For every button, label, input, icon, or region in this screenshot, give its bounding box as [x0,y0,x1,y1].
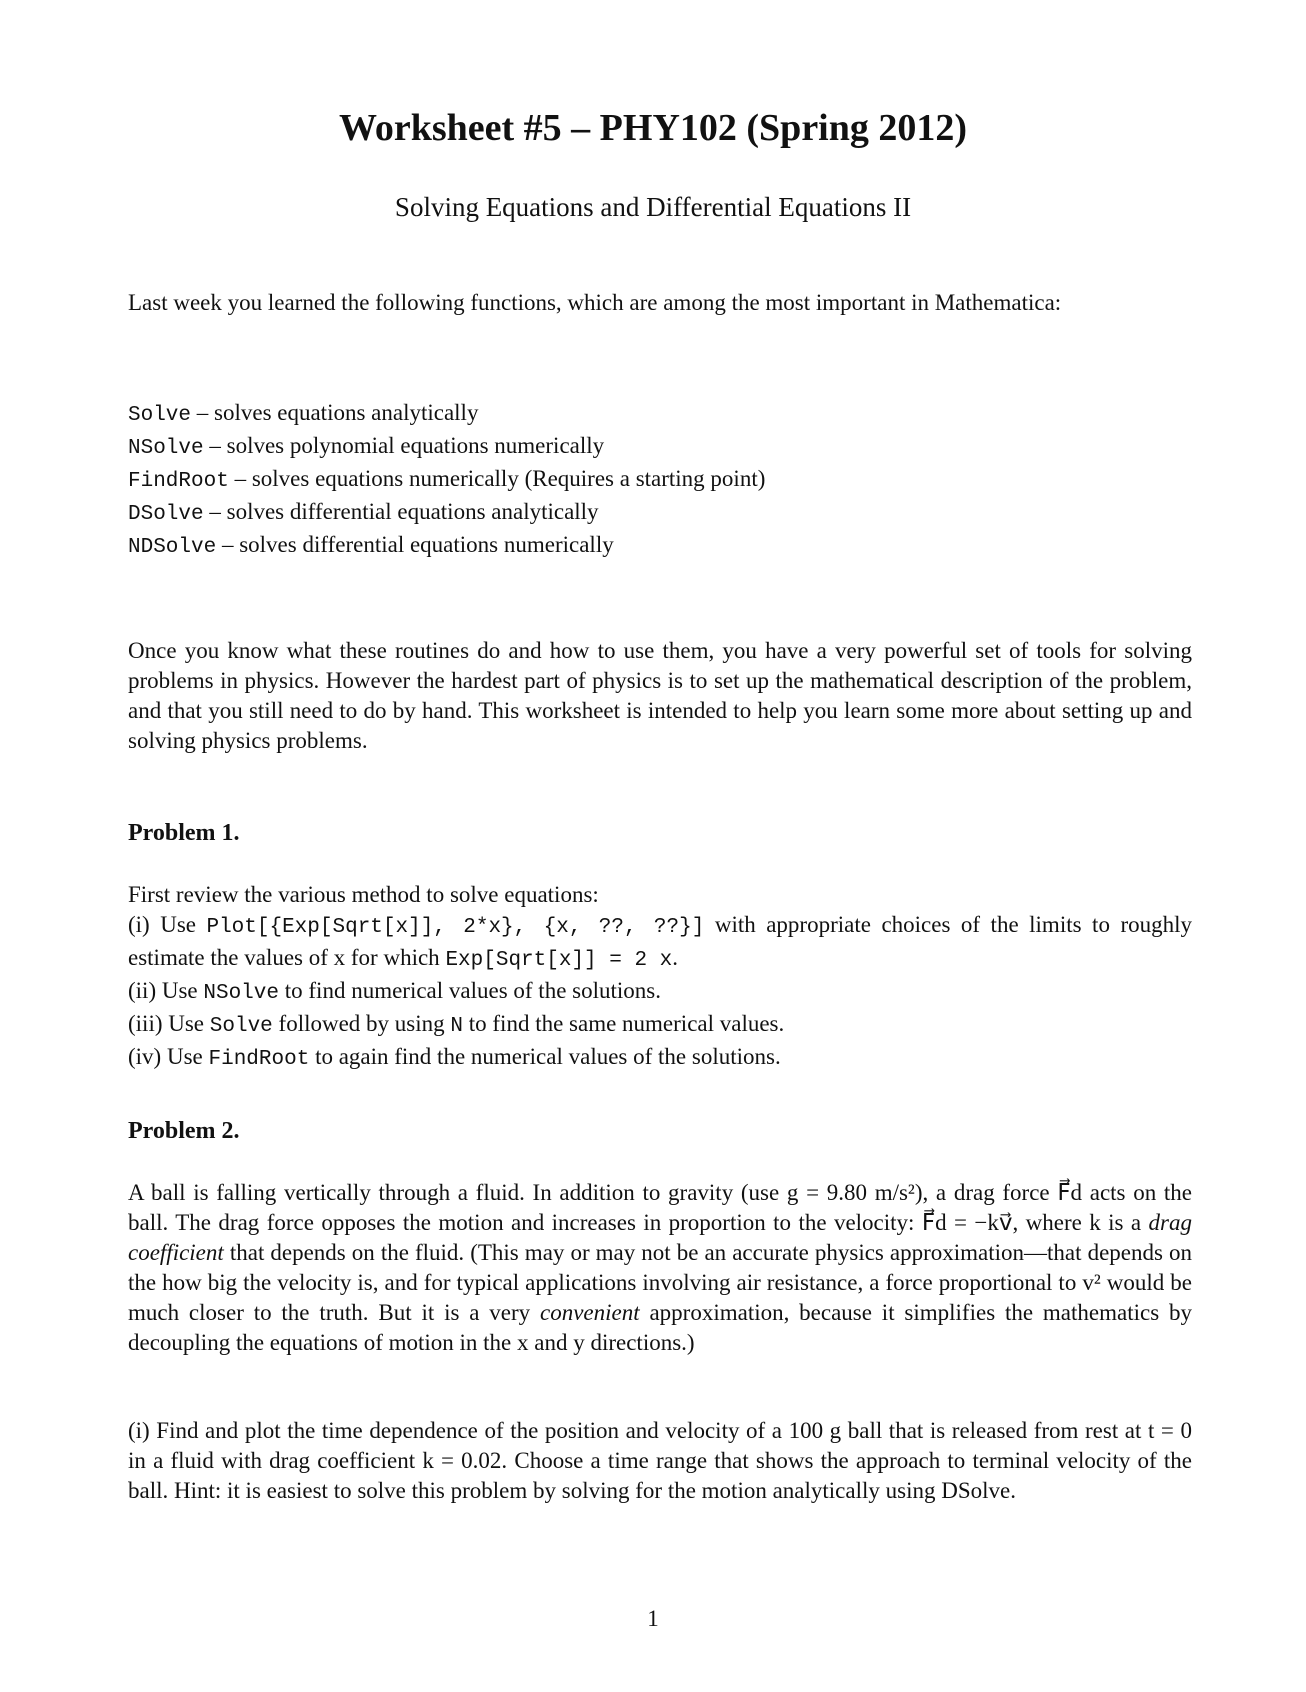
page-number: 1 [647,1606,659,1631]
list-item [128,431,1192,464]
function-desc: – solves differential equations numerically [221,532,614,557]
list-item [128,464,1192,497]
problem-2-paragraph-1: A ball is falling vertically through a fluid. In addition to gravity (use g = 9.80 m/s²), a drag force F⃗d acts on the ball. The drag force opposes the motion and increases in proportion to the velocity: F⃗d = −kv⃗, where k is a drag coefficient that depends on the fluid. (This may or may not be an accurate physics approximation—that depends on the how big the velocity is, and for typical applications involving air resistance, a force proportional to v² would be much closer to the truth. But it is a very convenient approximation, because it simplifies the mathematics by decoupling the equations of motion in the x and y directions.) [128,1180,1192,1355]
page-subtitle: Solving Equations and Differential Equations II [394,192,912,222]
function-name: Solve [128,404,192,427]
intro-paragraph: Last week you learned the following functions, which are among the most important in Mathematica: [128,290,1062,315]
function-desc: – solves equations numerically (Requires a starting point) [234,466,766,491]
code-snippet: Solve [209,1015,273,1038]
function-list [128,398,1192,563]
emphasis: convenient [540,1300,640,1325]
function-name: FindRoot [128,470,229,493]
code-snippet: FindRoot [208,1048,310,1071]
problem-1-heading: Problem 1. [128,820,240,846]
page-title: Worksheet #5 – PHY102 (Spring 2012) [338,107,968,149]
problem-1-part-i: (i) Use Plot[{Exp[Sqrt[x]], 2*x}, {x, ??, ??}] with appropriate choices of the limits to roughly estimate the values of x for which Exp[Sqrt[x]] = 2 x. [128,912,1192,972]
code-snippet: NSolve [203,982,279,1005]
code-snippet: Exp[Sqrt[x]] = 2 x [445,949,673,972]
problem-2-paragraph-2: (i) Find and plot the time dependence of the position and velocity of a 100 g ball that is released from rest at t = 0 in a fluid with drag coefficient k = 0.02. Choose a time range that shows the approach to terminal velocity of the ball. Hint: it is easiest to solve this problem by solving for the motion analytically using DSolve. [128,1418,1192,1503]
function-name: DSolve [128,503,204,526]
function-name: NSolve [128,437,204,460]
problem-1-part-ii: (ii) Use NSolve to find numerical values of the solutions. [128,978,661,1005]
emphasis: drag coefficient [128,1210,1192,1265]
list-item [128,398,1192,431]
function-name: NDSolve [128,536,217,559]
function-desc: – solves polynomial equations numerically [209,433,605,458]
list-item [128,497,1192,530]
problem-1-part-iv: (iv) Use FindRoot to again find the numerical values of the solutions. [128,1044,781,1071]
problem-1-intro: First review the various method to solve equations: [128,882,599,907]
problem-1-body [128,880,1192,1075]
problem-1-part-iii: (iii) Use Solve followed by using N to find the same numerical values. [128,1011,785,1038]
list-item [128,530,1192,563]
overview-paragraph: Once you know what these routines do and how to use them, you have a very powerful set of tools for solving problems in physics. However the hardest part of physics is to set up the mathematical description of the problem, and that you still need to do by hand. This worksheet is intended to help you learn some more about setting up and solving physics problems. [128,638,1192,753]
problem-2-heading: Problem 2. [128,1118,240,1144]
function-desc: – solves differential equations analytically [209,499,599,524]
function-desc: – solves equations analytically [196,400,479,425]
code-snippet: Plot[{Exp[Sqrt[x]], 2*x}, {x, ??, ??}] [206,916,705,939]
code-snippet: N [450,1015,463,1038]
